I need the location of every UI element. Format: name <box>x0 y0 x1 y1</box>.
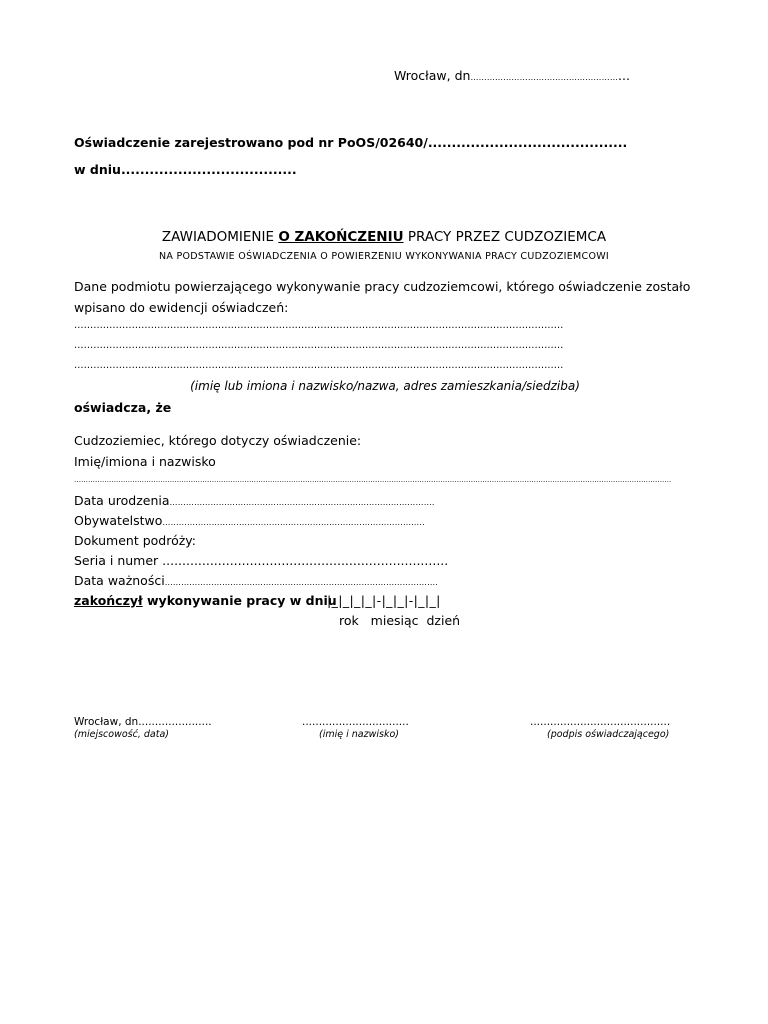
title-part2: O ZAKOŃCZENIU <box>278 229 404 245</box>
signature-place-date-caption: (miejscowość, data) <box>74 729 169 740</box>
registration-date-fill: ..................................... <box>120 162 297 177</box>
header-city-date-end: ... <box>618 68 630 83</box>
ended-rest: wykonywanie pracy w dniu <box>142 593 337 608</box>
foreigner-birth-label: Data urodzenia <box>74 493 170 508</box>
header-city-date <box>394 68 630 83</box>
foreigner-intro: Cudzoziemiec, którego dotyczy oświadczenie: <box>74 433 362 448</box>
ended-date-caption: rok miesiąc dzień <box>339 613 461 628</box>
employer-caption: (imię lub imiona i nazwisko/nazwa, adres zamieszkania/siedziba) <box>190 379 580 393</box>
ended-date-boxes: |_|_|_|_|-|_|_|-|_|_| <box>327 593 441 608</box>
foreigner-citizenship-line <box>74 513 425 528</box>
foreigner-citizenship-label: Obywatelstwo <box>74 513 163 528</box>
employer-dots-line-1: ……………………………………………………………………………………………………………………………………… <box>74 320 564 331</box>
foreigner-series-label: Seria i numer <box>74 553 163 568</box>
foreigner-validity-label: Data ważności <box>74 573 165 588</box>
title-part3: PRACY PRZEZ CUDZOZIEMCA <box>403 229 607 245</box>
foreigner-series-line <box>74 553 448 568</box>
registration-date-line <box>74 162 297 177</box>
foreigner-birth-fill: ……………………………………………………………………………………. <box>169 498 435 507</box>
registration-number-line <box>74 135 627 150</box>
signature-sign: .......................................... <box>530 716 671 728</box>
foreigner-birth-line <box>74 493 435 508</box>
document-subtitle: NA PODSTAWIE OŚWIADCZENIA O POWIERZENIU WYKONYWANIA PRACY CUDZOZIEMCOWI <box>158 251 610 262</box>
employer-intro-line1: Dane podmiotu powierzającego wykonywanie pracy cudzoziemcowi, którego oświadczenie zostało <box>74 279 691 294</box>
employer-intro-line2: wpisano do ewidencji oświadczeń: <box>74 300 289 315</box>
ended-work-line <box>74 593 337 608</box>
foreigner-validity-line <box>74 573 438 588</box>
foreigner-document-label: Dokument podróży: <box>74 533 197 548</box>
signature-sign-caption: (podpis oświadczającego) <box>547 729 670 740</box>
registration-number-fill: .......................................... <box>427 135 628 150</box>
registration-date-label: w dniu <box>74 162 121 177</box>
registration-number-label: Oświadczenie zarejestrowano pod nr PoOS/02640/ <box>74 135 428 150</box>
signature-place-date: Wrocław, dn...................... <box>74 716 212 728</box>
employer-dots-line-2: ……………………………………………………………………………………………………………………………………… <box>74 340 564 351</box>
foreigner-name-fill: …………………………………………………………………………………………………………………………………………………………………………………………………………………………………. <box>74 476 672 484</box>
foreigner-citizenship-fill: ……………………….………………………………………………………….. <box>162 518 425 527</box>
signature-name: ................................ <box>302 716 409 728</box>
employer-dots-line-3: ……………………………………………………………………………………………………………………………………… <box>74 360 564 371</box>
document-title <box>0 229 768 245</box>
foreigner-name-label: Imię/imiona i nazwisko <box>74 454 216 469</box>
foreigner-validity-fill: ………………………………………………………………………………………. <box>164 578 439 587</box>
header-city-date-label: Wrocław, dn <box>394 68 471 83</box>
signature-name-caption: (imię i nazwisko) <box>319 729 399 740</box>
employer-declares: oświadcza, że <box>74 400 172 415</box>
header-city-date-fill: ……………………………………………… <box>470 73 619 82</box>
title-part1: ZAWIADOMIENIE <box>161 229 279 245</box>
ended-keyword: zakończył <box>74 593 143 608</box>
foreigner-series-fill: ........................................................................ <box>162 553 449 568</box>
